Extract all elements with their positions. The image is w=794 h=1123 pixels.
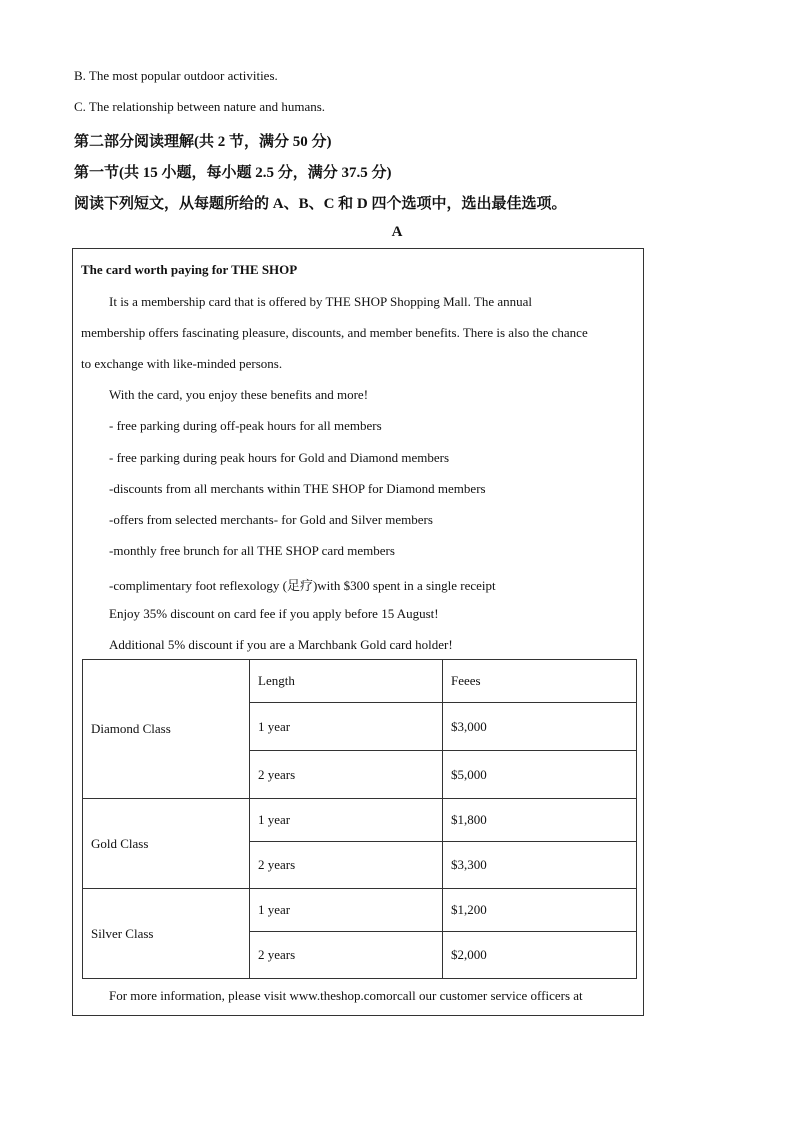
instruction-text: 阅读下列短文，从每题所给的 A、B、C 和 D 四个选项中，选出最佳选项。: [74, 196, 567, 212]
option-c: C. The relationship between nature and humans.: [74, 99, 326, 114]
class-name: Diamond Class: [83, 660, 250, 799]
length-cell: 1 year: [250, 703, 443, 751]
length-cell: 1 year: [250, 889, 443, 932]
passage-label: A: [391, 224, 403, 240]
footer-text: For more information, please visit www.theshop.comorcall our customer service officers at: [109, 988, 583, 1003]
passage-title: The card worth paying for THE SHOP: [81, 262, 298, 277]
fee-cell: $3,000: [443, 703, 637, 751]
passage-box: [72, 248, 644, 1016]
intro-line: membership offers fascinating pleasure, discounts, and member benefits. There is also the chance: [81, 325, 588, 340]
length-cell: 1 year: [250, 799, 443, 842]
column-header-fees: Feees: [443, 660, 637, 703]
fee-cell: $3,300: [443, 842, 637, 889]
class-name: Silver Class: [83, 889, 250, 979]
length-cell: 2 years: [250, 842, 443, 889]
benefit-item: -complimentary foot reflexology (足疗)with $300 spent in a single receipt: [109, 578, 496, 593]
fees-table: [82, 659, 637, 979]
promo-line: Additional 5% discount if you are a Marchbank Gold card holder!: [109, 637, 453, 652]
benefit-item: -discounts from all merchants within THE SHOP for Diamond members: [109, 481, 486, 496]
table-row: [83, 799, 637, 842]
option-b: B. The most popular outdoor activities.: [74, 68, 278, 83]
benefit-item: -offers from selected merchants- for Gold and Silver members: [109, 512, 433, 527]
intro-line: to exchange with like-minded persons.: [81, 356, 283, 371]
promo-line: Enjoy 35% discount on card fee if you apply before 15 August!: [109, 606, 439, 621]
table-row: [83, 889, 637, 932]
column-header-length: Length: [250, 660, 443, 703]
class-name: Gold Class: [83, 799, 250, 889]
subsection-heading: 第一节(共 15 小题，每小题 2.5 分，满分 37.5 分): [74, 165, 392, 181]
benefit-item: -monthly free brunch for all THE SHOP card members: [109, 543, 395, 558]
fee-cell: $1,800: [443, 799, 637, 842]
intro-line: It is a membership card that is offered by THE SHOP Shopping Mall. The annual: [109, 294, 533, 309]
benefit-item: - free parking during peak hours for Gold and Diamond members: [109, 450, 450, 465]
length-cell: 2 years: [250, 751, 443, 799]
length-cell: 2 years: [250, 932, 443, 979]
section-heading: 第二部分阅读理解(共 2 节，满分 50 分): [74, 134, 332, 150]
table-header-row: [83, 660, 637, 703]
benefits-intro: With the card, you enjoy these benefits and more!: [109, 387, 369, 402]
benefit-item: - free parking during off-peak hours for all members: [109, 418, 382, 433]
fee-cell: $5,000: [443, 751, 637, 799]
fee-cell: $2,000: [443, 932, 637, 979]
fee-cell: $1,200: [443, 889, 637, 932]
